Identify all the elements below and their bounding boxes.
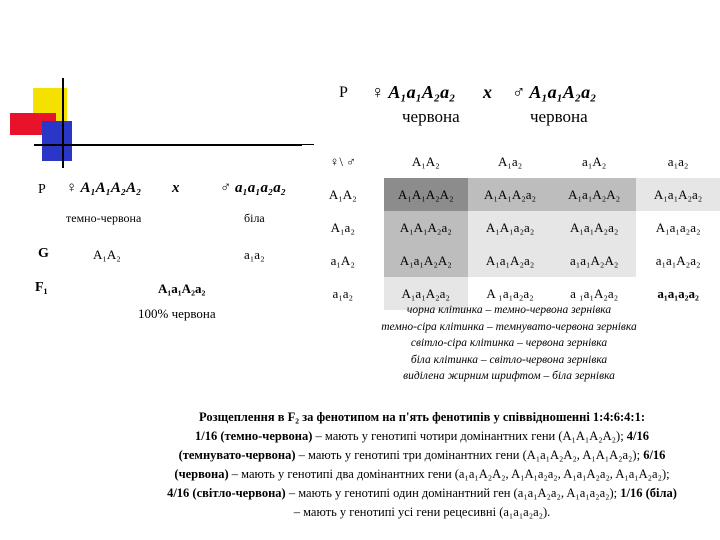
summary-ratio: 1/16 (біла)	[620, 486, 677, 500]
parents-top-label: P	[339, 84, 348, 101]
left-female-phenotype: темно-червона	[66, 211, 142, 225]
punnett-cell: A₁A₁A₂a₂	[468, 178, 552, 211]
punnett-cell: a₁a₁A₂A₂	[552, 244, 636, 277]
punnett-cell: a ₁a₁A₂a₂	[552, 277, 636, 310]
left-gamete-a: A₁A₂	[93, 247, 121, 262]
summary-ratio: (червона)	[174, 467, 229, 481]
left-gamete-b: a₁a₂	[244, 247, 265, 262]
legend	[340, 302, 678, 385]
punnett-row-header: A₁A₂	[302, 178, 384, 211]
legend-line: світло-сіра клітинка – червона зернівка	[410, 337, 608, 349]
punnett-cell: A₁a₁A₂A₂	[384, 244, 469, 277]
parents-top-male-phenotype: червона	[530, 107, 588, 126]
punnett-cell: A ₁a₁a₂a₂	[468, 277, 552, 310]
left-male-genotype: ♂ a₁a₁a₂a₂	[220, 180, 286, 196]
summary-text: – мають у генотипі три домінантних гени (A₁a₁A₂A₂, A₁A₁A₂a₂);	[295, 448, 644, 462]
punnett-row-header: A₁a₂	[302, 211, 384, 244]
left-f1-genotype: A₁a₁A₂a₂	[158, 281, 206, 296]
punnett-col-header: A₁a₂	[468, 145, 552, 178]
punnett-col-header: a₁a₂	[636, 145, 720, 178]
decor-horizontal-line	[34, 144, 314, 146]
punnett-cell: A₁a₁a₂a₂	[636, 211, 720, 244]
punnett-cell: A₁a₁A₂a₂	[636, 178, 720, 211]
summary-line	[132, 446, 712, 465]
left-male-phenotype: біла	[244, 211, 265, 225]
summary-text: – мають у генотипі два домінантних гени (a₁a₁A₂A₂, A₁A₁a₂a₂, A₁a₁A₂a₂, A₁a₁A₂a₂);	[228, 467, 670, 481]
punnett-header-row	[302, 145, 720, 178]
summary-line	[132, 484, 712, 503]
parents-top-cross: x	[483, 82, 492, 102]
legend-line: виділена жирним шрифтом – біла зернівка	[403, 370, 615, 382]
summary-ratio: 6/16	[643, 448, 666, 462]
summary-line	[132, 465, 712, 484]
summary-ratio: 4/16 (світло-червона)	[167, 486, 286, 500]
summary-text: – мають у генотипі один домінантний ген (a₁a₁A₂a₂, A₁a₁a₂a₂);	[285, 486, 621, 500]
legend-line: чорна клітинка – темно-червона зернівка	[406, 304, 612, 316]
parents-top-female: ♀ A₁a₁A₂a₂	[371, 82, 456, 102]
punnett-cell: a₁a₁a₂a₂	[636, 277, 720, 310]
punnett-cell: A₁a₁A₂a₂	[384, 277, 469, 310]
summary-line: – мають у генотипі усі гени рецесивні (a₁a₁a₂a₂).	[293, 505, 551, 519]
summary-ratio: (темнувато-червона)	[178, 448, 296, 462]
summary-ratio: 4/16	[626, 429, 650, 443]
punnett-row	[302, 244, 720, 277]
punnett-row	[302, 178, 720, 211]
left-f1-label: F₁	[35, 280, 48, 295]
punnett-cell: A₁A₁A₂a₂	[384, 211, 469, 244]
segregation-summary	[132, 408, 712, 522]
punnett-corner: ♀\ ♂	[302, 145, 384, 178]
parents-top-female-phenotype: червона	[402, 107, 460, 126]
punnett-cell: A₁a₁A₂a₂	[552, 211, 636, 244]
punnett-row-header: a₁a₂	[302, 277, 384, 310]
summary-line: Розщеплення в F₂ за фенотипом на п'ять фенотипів у співвідношенні 1:4:6:4:1:	[199, 410, 645, 424]
summary-line	[132, 427, 712, 446]
punnett-square	[302, 145, 720, 310]
left-cross-sign: x	[172, 180, 180, 196]
left-p-label: P	[38, 182, 46, 197]
left-female-genotype: ♀ A₁A₁A₂A₂	[66, 180, 142, 196]
parents-top-male: ♂ A₁a₁A₂a₂	[512, 82, 597, 102]
punnett-cell: A₁a₁A₂a₂	[468, 244, 552, 277]
punnett-cell: a₁a₁A₂a₂	[636, 244, 720, 277]
decor-vertical-line	[62, 78, 64, 168]
punnett-col-header: a₁A₂	[552, 145, 636, 178]
punnett-col-header: A₁A₂	[384, 145, 469, 178]
decor-blue-square	[42, 121, 72, 161]
punnett-cell: A₁A₁a₂a₂	[468, 211, 552, 244]
punnett-row-header: a₁A₂	[302, 244, 384, 277]
left-g-label: G	[38, 246, 49, 261]
punnett-cell: A₁a₁A₂A₂	[552, 178, 636, 211]
summary-text: – мають у генотипі чотири домінантних гени (A₁A₁A₂A₂);	[312, 429, 627, 443]
punnett-cell: A₁A₁A₂A₂	[384, 178, 469, 211]
punnett-row	[302, 211, 720, 244]
legend-line: біла клітинка – світло-червона зернівка	[410, 353, 608, 366]
summary-ratio: 1/16 (темно-червона)	[194, 429, 313, 443]
legend-line: темно-сіра клітинка – темнувато-червона зернівка	[381, 320, 637, 333]
left-f1-phenotype: 100% червона	[138, 306, 216, 321]
